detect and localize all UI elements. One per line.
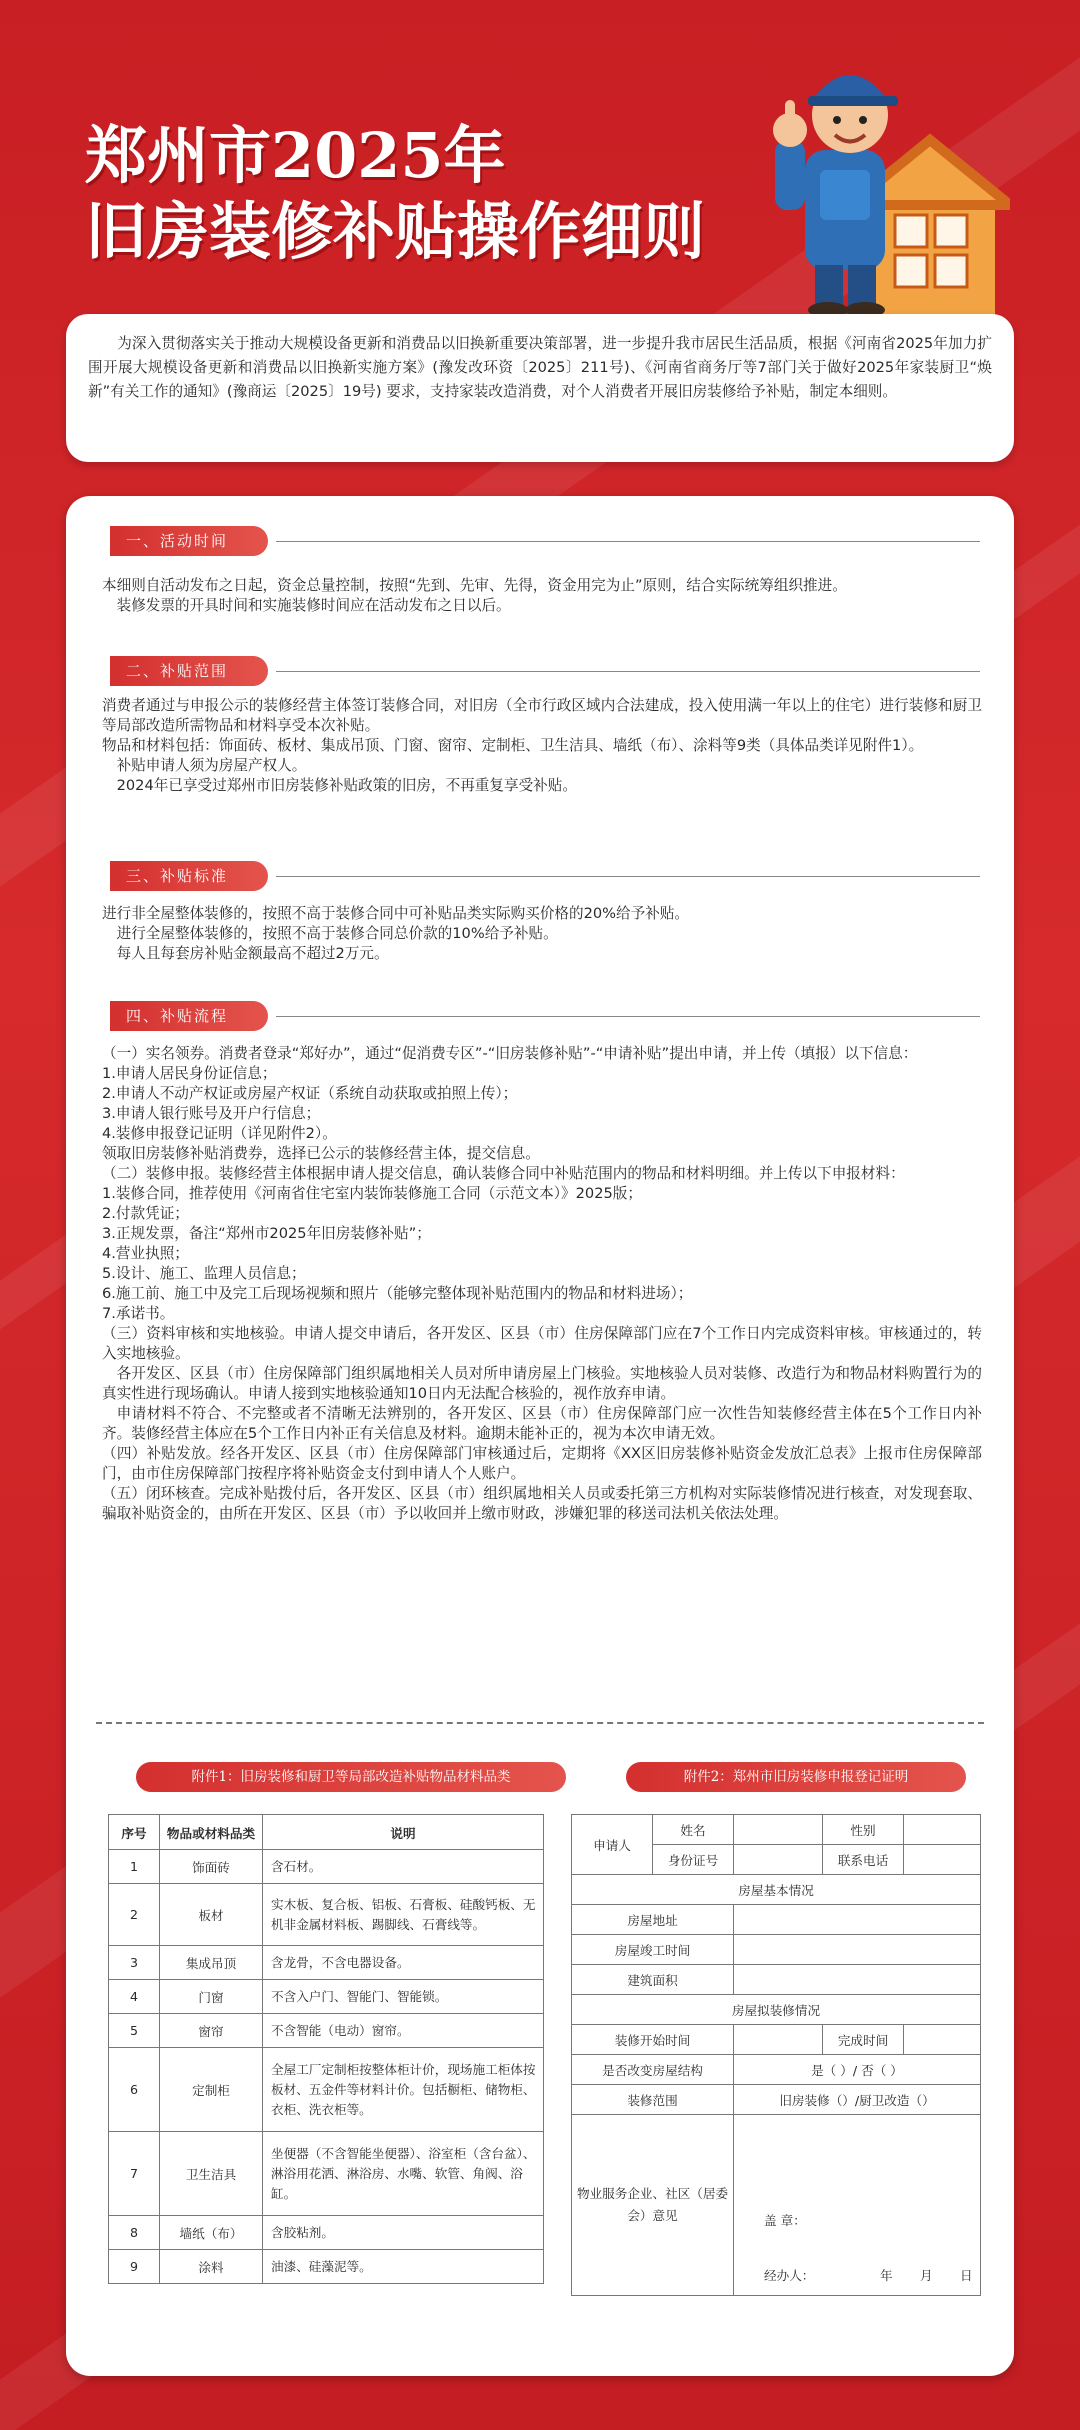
paragraph: 每人且每套房补贴金额最高不超过2万元。 (116, 945, 389, 962)
cell-cat: 卫生洁具 (160, 2132, 263, 2216)
annex2-header (626, 1762, 966, 1792)
paragraph: （二）装修申报。装修经营主体根据申请人提交信息，确认装修合同中补贴范围内的物品和材料明细。并上传以下申报材料： (102, 1165, 905, 1182)
table-row (109, 1884, 544, 1946)
section-body-scope (102, 696, 982, 796)
table-row (572, 1935, 981, 1965)
table-row (572, 1905, 981, 1935)
cell-desc: 全屋工厂定制柜按整体柜计价，现场施工柜体按板材、五金件等材料计价。包括橱柜、储物柜、衣柜、洗衣柜等。 (263, 2048, 544, 2132)
cell-desc: 坐便器（不含智能坐便器）、浴室柜（含台盆）、淋浴用花洒、淋浴房、水嘴、软管、角阀、浴缸。 (263, 2132, 544, 2216)
cell-cat: 涂料 (160, 2250, 263, 2284)
cell-no: 5 (109, 2014, 160, 2048)
title-line2: 旧房装修补贴操作细则 (85, 195, 706, 268)
section-title: 一、活动时间 (110, 526, 268, 556)
col-header: 序号 (109, 1815, 160, 1850)
cell-structure-label: 是否改变房屋结构 (572, 2055, 734, 2085)
paragraph: 7.承诺书。 (102, 1305, 175, 1322)
paragraph: （四）补贴发放。经各开发区、区县（市）住房保障部门审核通过后，定期将《XX区旧房装修补贴资金发放汇总表》上报市住房保障部门，由市住房保障部门按程序将补贴资金支付到申请人个人账户。 (102, 1445, 982, 1482)
cell-desc: 油漆、硅藻泥等。 (263, 2250, 544, 2284)
annex1-title: 附件1：旧房装修和厨卫等局部改造补贴物品材料品类 (191, 1769, 511, 1785)
section-body-standard (102, 904, 982, 964)
cell-no: 3 (109, 1946, 160, 1980)
cell-desc: 含龙骨，不含电器设备。 (263, 1946, 544, 1980)
cell-applicant: 申请人 (572, 1815, 653, 1875)
cell-empty (734, 2025, 823, 2055)
cell-no: 1 (109, 1850, 160, 1884)
header (0, 0, 1080, 300)
cell-id-label: 身份证号 (653, 1845, 734, 1875)
cell-no: 8 (109, 2216, 160, 2250)
table-row (109, 2014, 544, 2048)
section-header-scope (110, 656, 980, 686)
table-row (109, 2132, 544, 2216)
cell-opinion-area (734, 2115, 981, 2296)
paragraph: 1.装修合同，推荐使用《河南省住宅室内装饰装修施工合同（示范文本）》2025版； (102, 1185, 642, 1202)
paragraph: 申请材料不符合、不完整或者不清晰无法辨别的，各开发区、区县（市）住房保障部门应一次性告知装修经营主体在5个工作日内补齐。装修经营主体应在5个工作日内补正有关信息及材料。逾期未能补正的，视为本次申请无效。 (102, 1405, 982, 1442)
cell-empty (734, 1845, 823, 1875)
paragraph: 补贴申请人须为房屋产权人。 (116, 757, 307, 774)
paragraph: 2.付款凭证； (102, 1205, 189, 1222)
section-title: 二、补贴范围 (110, 656, 268, 686)
cell-desc: 含胶粘剂。 (263, 2216, 544, 2250)
paragraph: 消费者通过与申报公示的装修经营主体签订装修合同，对旧房（全市行政区域内合法建成，投入使用满一年以上的住宅）进行装修和厨卫等局部改造所需物品和材料享受本次补贴。 (102, 697, 982, 734)
paragraph: （三）资料审核和实地核验。申请人提交申请后，各开发区、区县（市）住房保障部门应在7个工作日内完成资料审核。审核通过的，转入实地核验。 (102, 1325, 982, 1362)
cell-desc: 不含入户门、智能门、智能锁。 (263, 1980, 544, 2014)
main-card (66, 496, 1014, 2376)
cell-phone-label: 联系电话 (823, 1845, 904, 1875)
section-title: 三、补贴标准 (110, 861, 268, 891)
paragraph: 进行非全屋整体装修的，按照不高于装修合同中可补贴品类实际购买价格的20%给予补贴。 (102, 905, 690, 922)
cell-empty (904, 1815, 981, 1845)
paragraph: 进行全屋整体装修的，按照不高于装修合同总价款的10%给予补贴。 (116, 925, 558, 942)
paragraph: 装修发票的开具时间和实施装修时间应在活动发布之日以后。 (116, 597, 511, 614)
paragraph: 4.营业执照； (102, 1245, 189, 1262)
cell-empty (734, 1905, 981, 1935)
table-row (109, 1850, 544, 1884)
cell-cat: 定制柜 (160, 2048, 263, 2132)
cell-cat: 窗帘 (160, 2014, 263, 2048)
section-title: 四、补贴流程 (110, 1001, 268, 1031)
cell-cat: 饰面砖 (160, 1850, 263, 1884)
day-label: 日 (960, 2268, 973, 2283)
cell-area-label: 建筑面积 (572, 1965, 734, 1995)
cell-empty (904, 1845, 981, 1875)
table-row (109, 2216, 544, 2250)
intro-box (66, 314, 1014, 462)
page-title (85, 118, 705, 270)
cell-completion-label: 房屋竣工时间 (572, 1935, 734, 1965)
month-label: 月 (920, 2268, 933, 2283)
section-header-process (110, 1001, 980, 1031)
paragraph: 1.申请人居民身份证信息； (102, 1065, 277, 1082)
section-header-time (110, 526, 980, 556)
divider (276, 541, 980, 542)
section-header-standard (110, 861, 980, 891)
paragraph: （五）闭环核查。完成补贴拨付后，各开发区、区县（市）组织属地相关人员或委托第三方机构对实际装修情况进行核查，对发现套取、骗取补贴资金的，由所在开发区、区县（市）予以收回并上缴市财政，涉嫌犯罪的移送司法机关依法处理。 (102, 1485, 982, 1522)
paragraph: 3.申请人银行账号及开户行信息； (102, 1105, 321, 1122)
divider (276, 671, 980, 672)
table-row (109, 1980, 544, 2014)
cell-desc: 含石材。 (263, 1850, 544, 1884)
annex1-header (136, 1762, 566, 1792)
paragraph: 2024年已享受过郑州市旧房装修补贴政策的旧房，不再重复享受补贴。 (116, 777, 577, 794)
paragraph: 领取旧房装修补贴消费券，选择已公示的装修经营主体，提交信息。 (102, 1145, 540, 1162)
cell-no: 6 (109, 2048, 160, 2132)
handler-label: 经办人： (764, 2268, 815, 2283)
cell-empty (904, 2025, 981, 2055)
annex2-table (571, 1814, 981, 2296)
paragraph: 物品和材料包括：饰面砖、板材、集成吊顶、门窗、窗帘、定制柜、卫生洁具、墙纸（布）、涂料等9类（具体品类详见附件1）。 (102, 737, 924, 754)
cell-structure-options: 是（ ）/ 否（ ） (734, 2055, 981, 2085)
cell-empty (734, 1935, 981, 1965)
table-row (572, 1875, 981, 1905)
cell-scope-label: 装修范围 (572, 2085, 734, 2115)
table-row (572, 2025, 981, 2055)
annex2-title: 附件2：郑州市旧房装修申报登记证明 (683, 1769, 909, 1785)
paragraph: 本细则自活动发布之日起，资金总量控制，按照“先到、先审、先得，资金用完为止”原则，结合实际统筹组织推进。 (102, 577, 847, 594)
table-row (109, 2250, 544, 2284)
table-row (109, 2048, 544, 2132)
col-header: 物品或材料品类 (160, 1815, 263, 1850)
cell-empty (734, 1965, 981, 1995)
cell-empty (734, 1815, 823, 1845)
paragraph: 3.正规发票，备注“郑州市2025年旧房装修补贴”； (102, 1225, 431, 1242)
paragraph: 5.设计、施工、监理人员信息； (102, 1265, 306, 1282)
cell-address-label: 房屋地址 (572, 1905, 734, 1935)
cell-opinion-label: 物业服务企业、社区（居委会）意见 (572, 2115, 734, 2296)
table-row (572, 1815, 981, 1845)
table-header-row (109, 1815, 544, 1850)
paragraph: 4.装修申报登记证明（详见附件2）。 (102, 1125, 337, 1142)
table-row (572, 1995, 981, 2025)
cell-cat: 板材 (160, 1884, 263, 1946)
table-row (572, 2085, 981, 2115)
cell-plan: 房屋拟装修情况 (572, 1995, 981, 2025)
title-line1: 郑州市2025年 (85, 119, 506, 192)
cell-name-label: 姓名 (653, 1815, 734, 1845)
paragraph: 各开发区、区县（市）住房保障部门组织属地相关人员对所申请房屋上门核验。实地核验人员对装修、改造行为和物品材料购置行为的真实性进行现场确认。申请人接到实地核验通知10日内无法配合核验的，视作放弃申请。 (102, 1365, 982, 1402)
section-body-time (102, 576, 982, 616)
cell-gender-label: 性别 (823, 1815, 904, 1845)
paragraph: 2.申请人不动产权证或房屋产权证（系统自动获取或拍照上传）； (102, 1085, 518, 1102)
paragraph: （一）实名领券。消费者登录“郑好办”，通过“促消费专区”-“旧房装修补贴”-“申请补贴”提出申请，并上传（填报）以下信息： (102, 1045, 918, 1062)
table-row (572, 2055, 981, 2085)
cell-cat: 集成吊顶 (160, 1946, 263, 1980)
cell-cat: 门窗 (160, 1980, 263, 2014)
dashed-divider (96, 1722, 984, 1724)
cell-scope-options: 旧房装修（）/厨卫改造（） (734, 2085, 981, 2115)
cell-no: 4 (109, 1980, 160, 2014)
worker-mascot-icon (770, 30, 1010, 320)
cell-no: 2 (109, 1884, 160, 1946)
cell-house-info: 房屋基本情况 (572, 1875, 981, 1905)
cell-cat: 墙纸（布） (160, 2216, 263, 2250)
cell-no: 7 (109, 2132, 160, 2216)
divider (276, 876, 980, 877)
table-row (572, 2115, 981, 2296)
year-label: 年 (880, 2268, 893, 2283)
divider (276, 1016, 980, 1017)
cell-desc: 不含智能（电动）窗帘。 (263, 2014, 544, 2048)
cell-start-label: 装修开始时间 (572, 2025, 734, 2055)
col-header: 说明 (263, 1815, 544, 1850)
paragraph: 6.施工前、施工中及完工后现场视频和照片（能够完整体现补贴范围内的物品和材料进场）； (102, 1285, 693, 1302)
annex1-table (108, 1814, 544, 2284)
table-row (109, 1946, 544, 1980)
cell-finish-label: 完成时间 (823, 2025, 904, 2055)
cell-desc: 实木板、复合板、铝板、石膏板、硅酸钙板、无机非金属材料板、踢脚线、石膏线等。 (263, 1884, 544, 1946)
cell-no: 9 (109, 2250, 160, 2284)
section-body-process (102, 1044, 982, 1524)
table-row (572, 1965, 981, 1995)
intro-text: 为深入贯彻落实关于推动大规模设备更新和消费品以旧换新重要决策部署，进一步提升我市居民生活品质，根据《河南省2025年加力扩围开展大规模设备更新和消费品以旧换新实施方案》(豫发改环资〔2025〕211号)、《河南省商务厅等7部门关于做好2025年家装厨卫“焕新”有关工作的通知》(豫商运〔2025〕19号) 要求，支持家装改造消费，对个人消费者开展旧房装修给予补贴，制定本细则。 (88, 335, 992, 400)
seal-label: 盖 章： (764, 2213, 806, 2228)
